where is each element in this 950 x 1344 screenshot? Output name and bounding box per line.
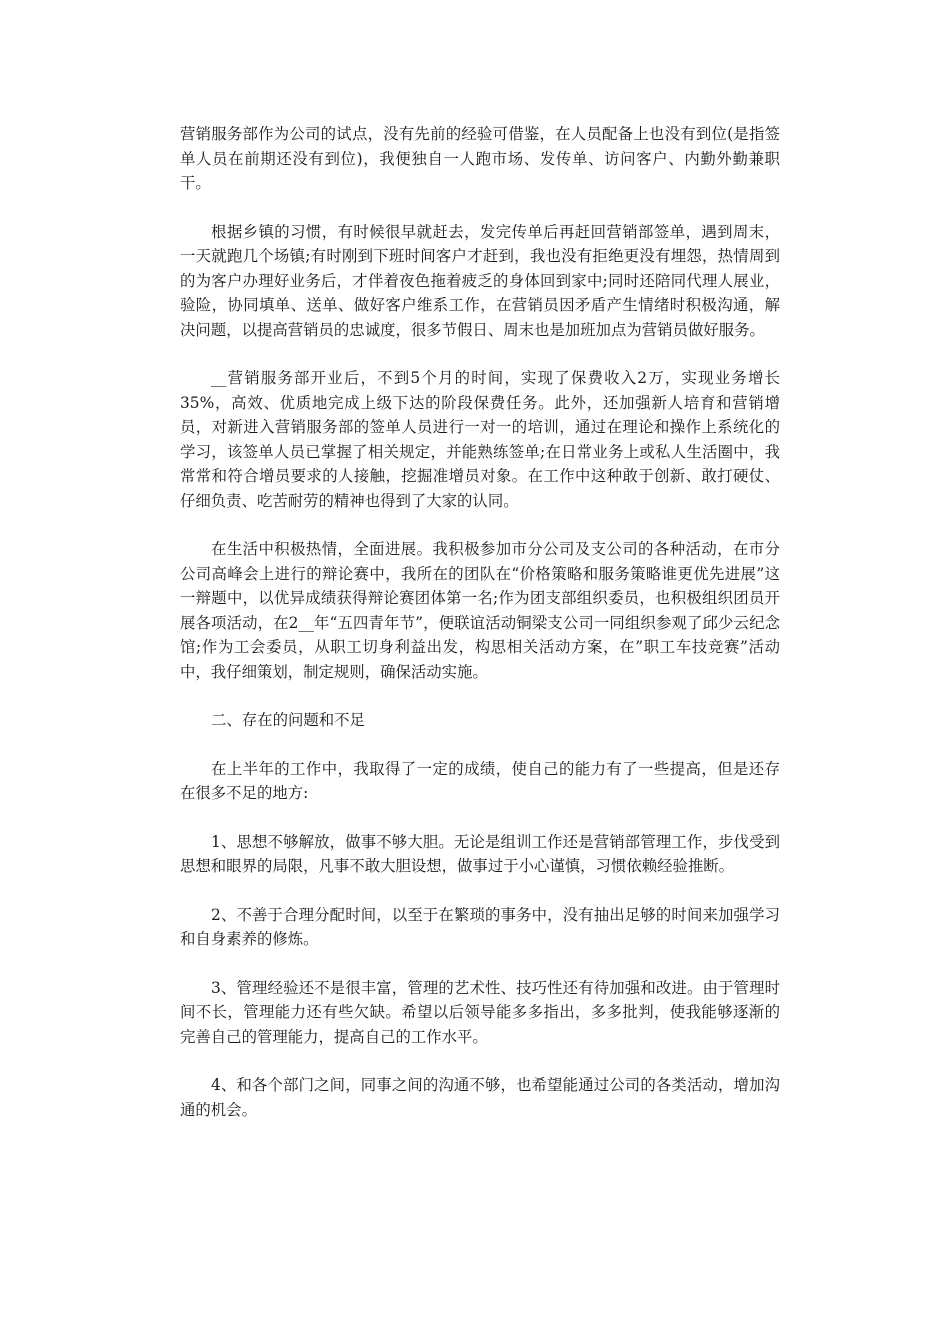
section-heading-problems: 二、存在的问题和不足 (211, 711, 365, 729)
paragraph-township-work: 根据乡镇的习惯，有时候很早就赶去，发完传单后再赶回营销部签单，遇到周末，一天就跑几个场镇;有时刚到下班时间客户才赶到，我也没有拒绝更没有埋怨，热情周到的为客户办理好业务后，才伴着夜色拖着疲乏的身体回到家中;同时还陪同代理人展业，验险，协同填单、送单、做好客户维系工作，在营销员因矛盾产生情绪时积极沟通，解决问题，以提高营销员的忠诚度，很多节假日、周末也是加班加点为营销员做好服务。 (180, 222, 780, 339)
list-item-1: 1、思想不够解放，做事不够大胆。无论是组训工作还是营销部管理工作，步伐受到思想和眼界的局限，凡事不敢大胆设想，做事过于小心谨慎，习惯依赖经验推断。 (180, 832, 780, 875)
paragraph-problems-intro: 在上半年的工作中，我取得了一定的成绩，使自己的能力有了一些提高，但是还存在很多不足的地方: (180, 759, 780, 802)
paragraph-intro: 营销服务部作为公司的试点，没有先前的经验可借鉴，在人员配备上也没有到位(是指签单人员在前期还没有到位)，我便独自一人跑市场、发传单、访问客户、内勤外勤兼职干。 (180, 125, 780, 192)
paragraph-activities: 在生活中积极热情，全面进展。我积极参加市分公司及支公司的各种活动，在市分公司高峰会上进行的辩论赛中，我所在的团队在“价格策略和服务策略谁更优先进展”这一辩题中，以优异成绩获得辩论赛团体第一名;作为团支部组织委员，也积极组织团员开展各项活动，在2__年“五四青年节”，便联谊活动铜梁支公司一同组织参观了邱少云纪念馆;作为工会委员，从职工切身利益出发，构思相关活动方案，在”职工车技竞赛”活动中，我仔细策划，制定规则，确保活动实施。 (180, 540, 780, 681)
list-item-3: 3、管理经验还不是很丰富，管理的艺术性、技巧性还有待加强和改进。由于管理时间不长，管理能力还有些欠缺。希望以后领导能多多指出，多多批判，使我能够逐渐的完善自己的管理能力，提高自己的工作水平。 (180, 978, 780, 1046)
document-page (180, 122, 780, 1146)
list-item-4: 4、和各个部门之间，同事之间的沟通不够，也希望能通过公司的各类活动，增加沟通的机会。 (180, 1076, 780, 1119)
paragraph-achievements: __营销服务部开业后，不到5个月的时间，实现了保费收入2万，实现业务增长35%，高效、优质地完成上级下达的阶段保费任务。此外，还加强新人培育和营销增员，对新进入营销服务部的签单人员进行一对一的培训，通过在理论和操作上系统化的学习，该签单人员已掌握了相关规定，并能熟练签单;在日常业务上或私人生活圈中，我常常和符合增员要求的人接触，挖掘准增员对象。在工作中这种敢于创新、敢打硬仗、仔细负责、吃苦耐劳的精神也得到了大家的认同。 (180, 369, 780, 510)
list-item-2: 2、不善于合理分配时间，以至于在繁琐的事务中，没有抽出足够的时间来加强学习和自身素养的修炼。 (180, 905, 780, 948)
